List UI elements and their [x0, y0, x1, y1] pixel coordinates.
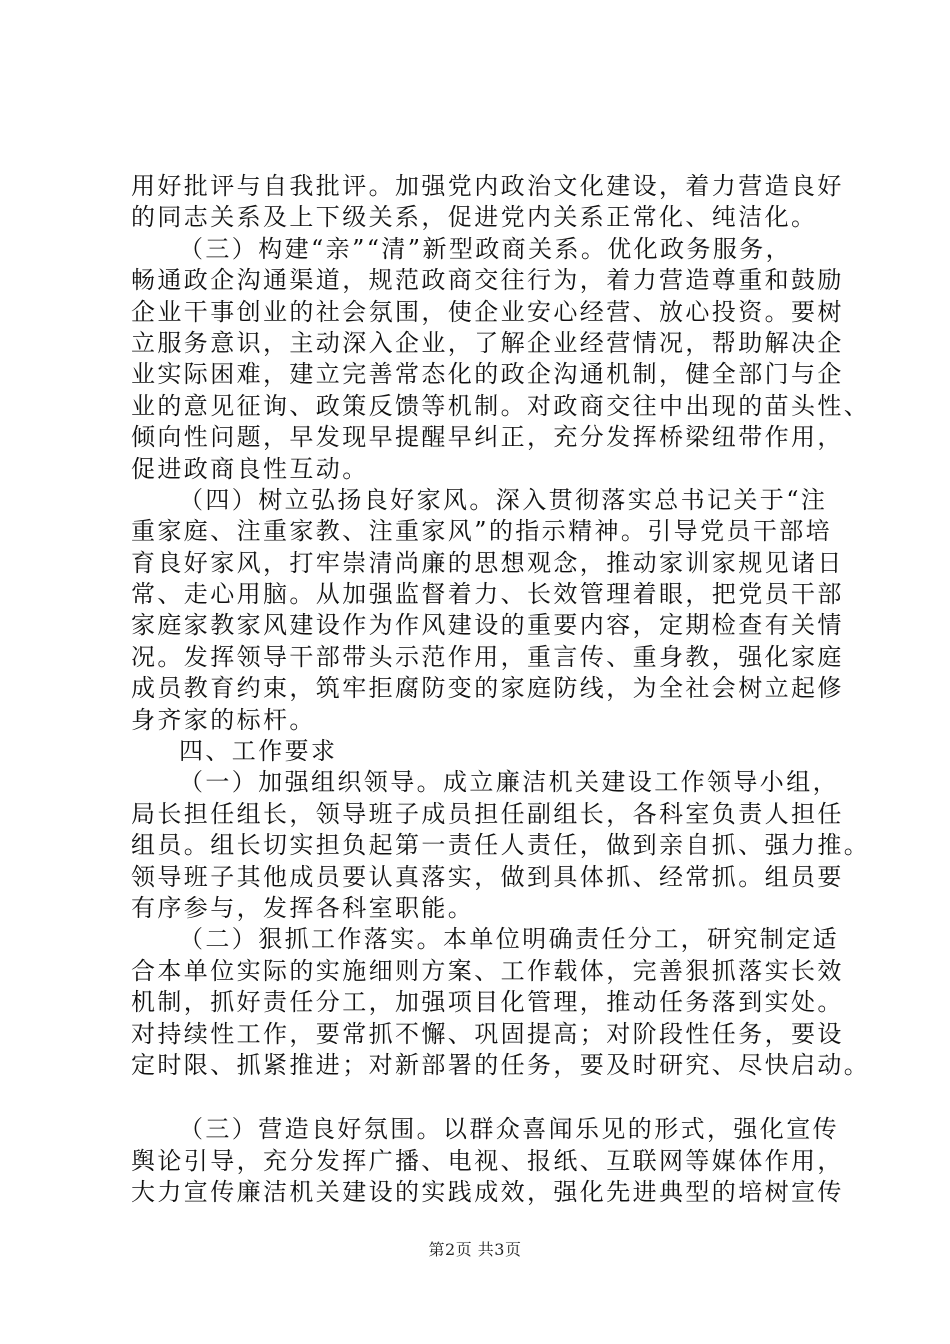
- text-line: 家庭家教家风建设作为作风建设的重要内容，定期检查有关情: [131, 611, 844, 640]
- text-line: （三）营造良好氛围。以群众喜闻乐见的形式，强化宣传: [179, 1115, 839, 1144]
- page-footer: 第2页 共3页: [428, 1240, 522, 1259]
- text-line: 定时限、抓紧推进；对新部署的任务，要及时研究、尽快启动。: [131, 1050, 871, 1079]
- text-line: 舆论引导，充分发挥广播、电视、报纸、互联网等媒体作用，: [131, 1146, 844, 1175]
- text-line: 身齐家的标杆。: [131, 705, 316, 734]
- document-body: [131, 171, 871, 1209]
- text-line: 对持续性工作，要常抓不懈、巩固提高；对阶段性任务，要设: [131, 1019, 844, 1048]
- text-line: 倾向性问题，早发现早提醒早纠正，充分发挥桥梁纽带作用，: [131, 423, 844, 452]
- text-line: 组员。组长切实担负起第一责任人责任，做到亲自抓、强力推。: [131, 831, 871, 860]
- text-line: 畅通政企沟通渠道，规范政商交往行为，着力营造尊重和鼓励: [131, 266, 844, 295]
- text-line: 用好批评与自我批评。加强党内政治文化建设，着力营造良好: [131, 172, 844, 200]
- text-line: 大力宣传廉洁机关建设的实践成效，强化先进典型的培树宣传: [131, 1178, 844, 1207]
- text-line: 四、工作要求: [179, 737, 338, 766]
- text-line: 合本单位实际的实施细则方案、工作载体，完善狠抓落实长效: [131, 956, 844, 985]
- text-line: 机制，抓好责任分工，加强项目化管理，推动任务落到实处。: [131, 988, 844, 1017]
- paragraph-block: [131, 171, 871, 1081]
- text-line: 常、走心用脑。从加强监督着力、长效管理着眼，把党员干部: [131, 580, 844, 609]
- text-line: （四）树立弘扬良好家风。深入贯彻落实总书记关于“注: [179, 485, 828, 514]
- text-line: 领导班子其他成员要认真落实，做到具体抓、经常抓。组员要: [131, 862, 844, 891]
- paragraph-block-continued: [131, 1114, 844, 1208]
- text-line: 有序参与，发挥各科室职能。: [131, 893, 475, 922]
- text-line: 况。发挥领导干部带头示范作用，重言传、重身教，强化家庭: [131, 642, 844, 671]
- text-line: （三）构建“亲”“清”新型政商关系。优化政务服务，: [179, 234, 793, 263]
- text-line: 成员教育约束，筑牢拒腐防变的家庭防线，为全社会树立起修: [131, 674, 844, 703]
- text-line: 立服务意识，主动深入企业，了解企业经营情况，帮助解决企: [131, 328, 844, 357]
- text-line: 企业干事创业的社会氛围，使企业安心经营、放心投资。要树: [131, 297, 844, 326]
- text-line: 促进政商良性互动。: [131, 454, 369, 483]
- text-line: （二）狠抓工作落实。本单位明确责任分工，研究制定适: [179, 925, 839, 954]
- text-line: 的同志关系及上下级关系，促进党内关系正常化、纯洁化。: [131, 203, 818, 232]
- text-line: 重家庭、注重家教、注重家风”的指示精神。引导党员干部培: [131, 517, 833, 546]
- text-line: 育良好家风，打牢崇清尚廉的思想观念，推动家训家规见诸日: [131, 548, 844, 577]
- text-line: 局长担任组长，领导班子成员担任副组长，各科室负责人担任: [131, 799, 844, 828]
- paragraph-gap: [131, 1081, 831, 1114]
- text-line: 业的意见征询、政策反馈等机制。对政商交往中出现的苗头性、: [131, 391, 871, 420]
- text-line: （一）加强组织领导。成立廉洁机关建设工作领导小组，: [179, 768, 839, 797]
- text-line: 业实际困难，建立完善常态化的政企沟通机制，健全部门与企: [131, 360, 844, 389]
